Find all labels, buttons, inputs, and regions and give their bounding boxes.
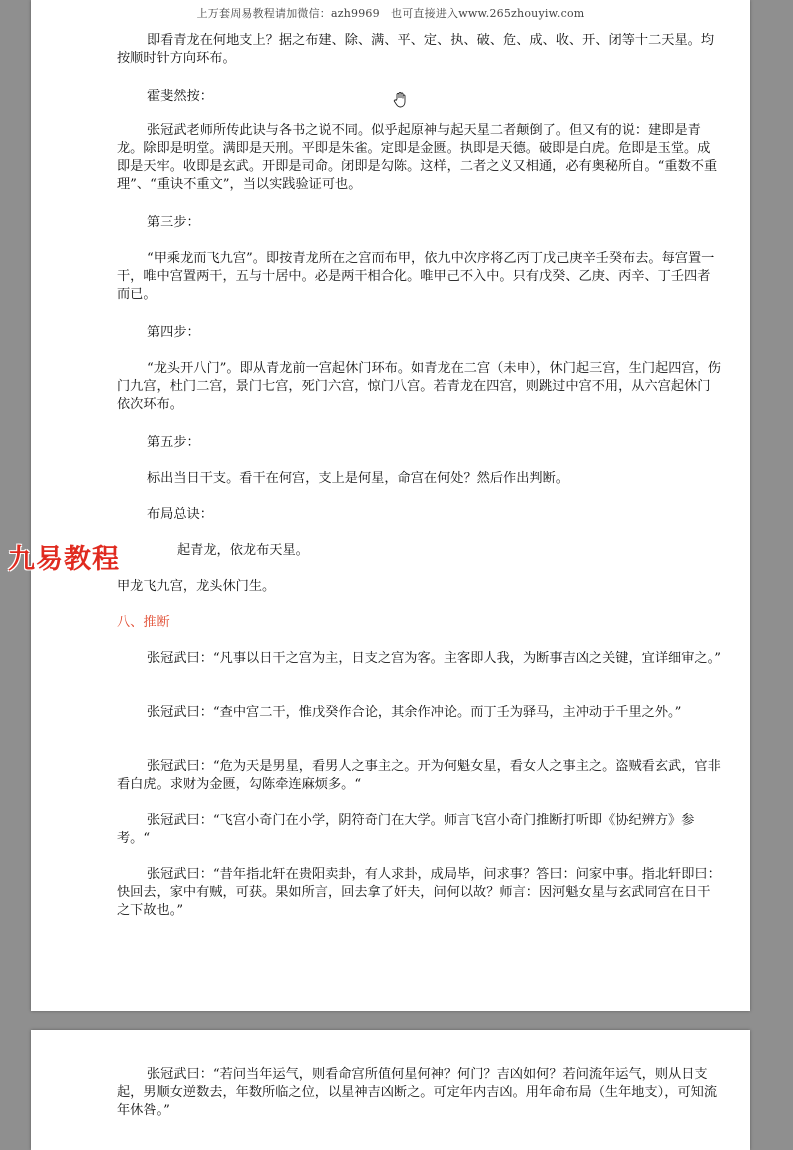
paragraph-huo-note: 霍斐然按： xyxy=(147,89,213,104)
paragraph-step-three: “甲乘龙而飞九宫”。即按青龙所在之宫而布甲，依九中次序将乙丙丁戊己庚辛壬癸布去。每宫置一干，唯中宫置两干，五与十居中。必是两干相合化。唯甲己不入中。只有戊癸、乙庚、丙辛、丁壬四者而已。 xyxy=(117,251,715,302)
step-three-heading: 第三步： xyxy=(147,215,200,230)
step-four-heading: 第四步： xyxy=(147,325,200,340)
quote-paragraph-1: 张冠武曰：“凡事以日干之宫为主，日支之宫为客。主客即人我，为断事吉凶之关键，宜详细审之。” xyxy=(147,651,721,666)
layout-formula-heading: 布局总诀： xyxy=(147,507,213,522)
paragraph-tianxing: 即看青龙在何地支上？据之布建、除、满、平、定、执、破、危、成、收、开、闭等十二天星。均按顺时针方向环布。 xyxy=(117,33,715,66)
quote-paragraph-3: 张冠武曰：“危为天是男星，看男人之事主之。开为何魁女星，看女人之事主之。盗贼看玄武，官非看白虎。求财为金匮，勾陈牵连麻烦多。“ xyxy=(117,759,721,792)
document-page-1 xyxy=(31,0,750,1011)
paragraph-explanation: 张冠武老师所传此诀与各书之说不同。似乎起原神与起天星二者颠倒了。但又有的说：建即是青龙。除即是明堂。满即是天刑。平即是朱雀。定即是金匮。执即是天德。破即是白虎。危即是玉堂。成即是天牢。收即是玄武。开即是司命。闭即是勾陈。这样，二者之义又相通，必有奥秘所自。“重数不重理”、“重诀不重文”，当以实践验证可也。 xyxy=(117,123,718,192)
paragraph-step-five: 标出当日干支。看干在何宫，支上是何星，命宫在何处？然后作出判断。 xyxy=(147,471,569,486)
formula-line-2: 甲龙飞九宫，龙头休门生。 xyxy=(117,579,276,594)
page2-quote-paragraph: 张冠武曰：“若问当年运气，则看命宫所值何星何神？何门？吉凶如何？若问流年运气，则从日支起，男顺女逆数去，年数所临之位，以星神吉凶断之。可定年内吉凶。用年命布局（生年地支），可知流年休咎。” xyxy=(117,1067,718,1118)
quote-paragraph-2: 张冠武曰：“查中宫二干，惟戊癸作合论，其余作冲论。而丁壬为驿马，主冲动于千里之外。” xyxy=(147,705,682,720)
paragraph-step-four: “龙头开八门”。即从青龙前一宫起休门环布。如青龙在二宫（未申），休门起三宫，生门起四宫，伤门九宫，杜门二宫，景门七宫，死门六宫，惊门八宫。若青龙在四宫，则跳过中宫不用，从六宫起休门依次环布。 xyxy=(117,361,721,412)
document-page-2 xyxy=(31,1030,750,1150)
watermark-text: 上万套周易教程请加微信：azh9969 也可直接进入www.265zhouyiw.com xyxy=(196,7,585,20)
step-five-heading: 第五步： xyxy=(147,435,200,450)
formula-line-1: 起青龙，依龙布天星。 xyxy=(177,543,309,558)
brand-logo: 九易教程 xyxy=(8,544,120,575)
quote-paragraph-5: 张冠武曰：“昔年指北轩在贵阳卖卦，有人求卦，成局毕，问求事？答曰：问家中事。指北轩即曰：快回去，家中有贼，可获。果如所言，回去拿了奸夫，问何以故？师言：因河魁女星与玄武同宫在日干之下故也。” xyxy=(117,867,721,918)
section-heading-inference: 八、推断 xyxy=(117,615,170,630)
quote-paragraph-4: 张冠武曰：“飞宫小奇门在小学，阴符奇门在大学。师言飞宫小奇门推断打听即《协纪辨方》参考。“ xyxy=(117,813,695,846)
